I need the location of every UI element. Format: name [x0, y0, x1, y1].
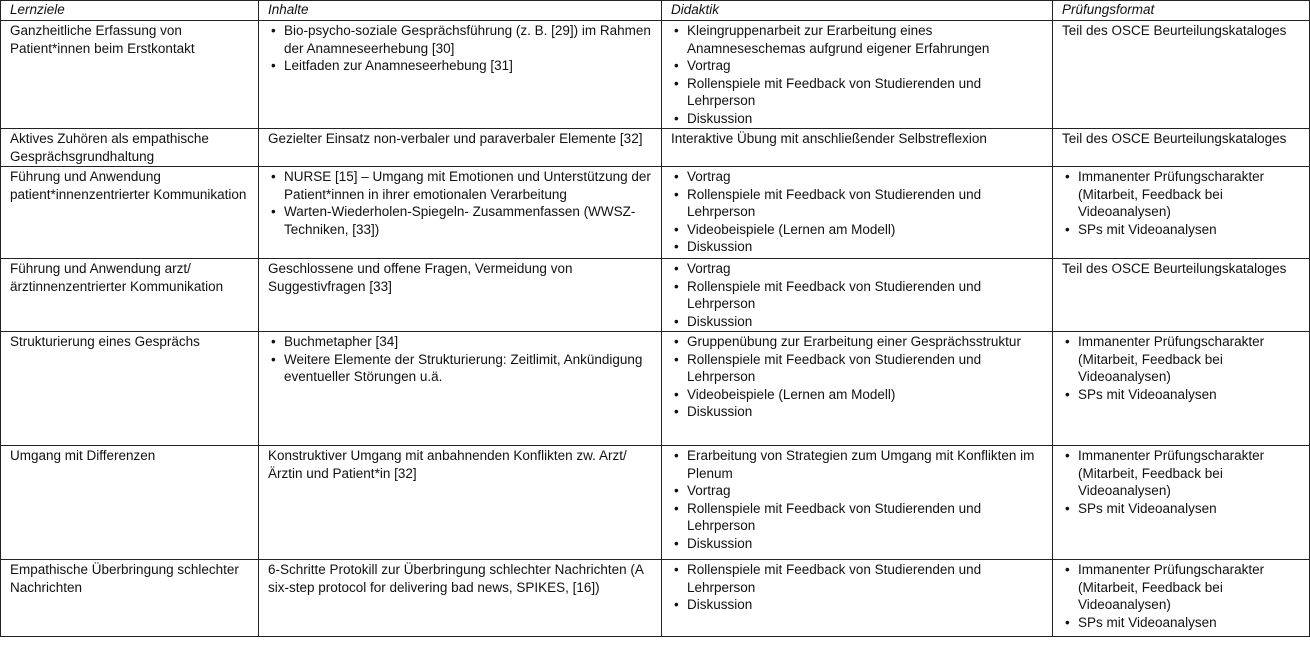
list-item: • Diskussion	[687, 110, 1046, 128]
inhalte-cell	[259, 129, 662, 167]
lernziel-cell-text: Führung und Anwendung arzt/ärztinnenzentrierter Kommunikation	[10, 261, 224, 294]
inhalte-cell	[259, 446, 662, 560]
table-row	[1, 21, 1310, 129]
list-item: • Vortrag	[687, 260, 1046, 278]
list-item: • Diskussion	[687, 403, 1046, 421]
list-item: • Rollenspiele mit Feedback von Studierenden und Lehrperson	[687, 351, 1046, 386]
table-row	[1, 167, 1310, 259]
bullet-list	[1062, 447, 1303, 517]
pruefungsformat-cell	[1053, 332, 1310, 446]
list-item: • Warten-Wiederholen-Spiegeln- Zusammenfassen (WWSZ-Techniken, [33])	[284, 203, 655, 238]
inhalte-cell	[259, 259, 662, 332]
table-row	[1, 259, 1310, 332]
lernziel-cell-text: Führung und Anwendung patient*innenzentrierter Kommunikation	[10, 169, 247, 202]
lernziel-cell-text: Umgang mit Differenzen	[10, 448, 156, 463]
header-pruefungsformat: Prüfungsformat	[1053, 1, 1310, 21]
bullet-list	[1062, 168, 1303, 238]
pruefungsformat-cell-text: Teil des OSCE Beurteilungskataloges	[1062, 131, 1287, 146]
bullet-list	[671, 561, 1046, 614]
list-item: • Buchmetapher [34]	[284, 333, 655, 351]
pruefungsformat-cell	[1053, 167, 1310, 259]
table-row	[1, 446, 1310, 560]
bullet-list	[1062, 333, 1303, 403]
list-item: • Videobeispiele (Lernen am Modell)	[687, 221, 1046, 239]
didaktik-cell	[662, 129, 1053, 167]
lernziel-cell-text: Empathische Überbringung schlechter Nachrichten	[10, 562, 239, 595]
lernziel-cell	[1, 167, 259, 259]
inhalte-cell-text: Gezielter Einsatz non-verbaler und paraverbaler Elemente [32]	[268, 131, 643, 146]
list-item: • SPs mit Videoanalysen	[1078, 386, 1303, 404]
bullet-list	[671, 333, 1046, 421]
lernziel-cell	[1, 129, 259, 167]
header-lernziele: Lernziele	[1, 1, 259, 21]
bullet-list	[671, 168, 1046, 256]
list-item: • SPs mit Videoanalysen	[1078, 221, 1303, 239]
lernziel-cell-text: Aktives Zuhören als empathische Gesprächsgrundhaltung	[10, 131, 209, 164]
inhalte-cell-text: 6-Schritte Protokill zur Überbringung schlechter Nachrichten (A six-step protocol for delivering bad news, SPIKES, [16])	[268, 562, 644, 595]
list-item: • Diskussion	[687, 313, 1046, 331]
header-row	[1, 1, 1310, 21]
bullet-list	[671, 447, 1046, 552]
bullet-list	[671, 260, 1046, 330]
list-item: • NURSE [15] – Umgang mit Emotionen und Unterstützung der Patient*innen in ihrer emotionalen Verarbeitung	[284, 168, 655, 203]
list-item: • Immanenter Prüfungscharakter (Mitarbeit, Feedback bei Videoanalysen)	[1078, 333, 1303, 386]
list-item: • Immanenter Prüfungscharakter (Mitarbeit, Feedback bei Videoanalysen)	[1078, 561, 1303, 614]
lernziel-cell	[1, 332, 259, 446]
list-item: • Videobeispiele (Lernen am Modell)	[687, 386, 1046, 404]
list-item: • Vortrag	[687, 482, 1046, 500]
lernziel-cell-text: Ganzheitliche Erfassung von Patient*innen beim Erstkontakt	[10, 23, 195, 56]
list-item: • Rollenspiele mit Feedback von Studierenden und Lehrperson	[687, 500, 1046, 535]
table-row	[1, 129, 1310, 167]
lernziel-cell	[1, 446, 259, 560]
pruefungsformat-cell	[1053, 259, 1310, 332]
lernziel-cell	[1, 560, 259, 637]
list-item: • Weitere Elemente der Strukturierung: Zeitlimit, Ankündigung eventueller Störungen u.ä.	[284, 351, 655, 386]
inhalte-cell	[259, 167, 662, 259]
list-item: • Vortrag	[687, 57, 1046, 75]
pruefungsformat-cell	[1053, 560, 1310, 637]
list-item: • Gruppenübung zur Erarbeitung einer Gesprächsstruktur	[687, 333, 1046, 351]
header-inhalte: Inhalte	[259, 1, 662, 21]
pruefungsformat-cell	[1053, 21, 1310, 129]
bullet-list	[1062, 561, 1303, 631]
didaktik-cell-text: Interaktive Übung mit anschließender Selbstreflexion	[671, 131, 987, 146]
didaktik-cell	[662, 332, 1053, 446]
didaktik-cell	[662, 259, 1053, 332]
list-item: • Diskussion	[687, 535, 1046, 553]
list-item: • Vortrag	[687, 168, 1046, 186]
list-item: • Rollenspiele mit Feedback von Studierenden und Lehrperson	[687, 75, 1046, 110]
list-item: • Diskussion	[687, 596, 1046, 614]
list-item: • Immanenter Prüfungscharakter (Mitarbeit, Feedback bei Videoanalysen)	[1078, 168, 1303, 221]
inhalte-cell-text: Geschlossene und offene Fragen, Vermeidung von Suggestivfragen [33]	[268, 261, 573, 294]
lernziel-cell-text: Strukturierung eines Gesprächs	[10, 334, 200, 349]
lernziel-cell	[1, 259, 259, 332]
list-item: • Bio-psycho-soziale Gesprächsführung (z. B. [29]) im Rahmen der Anamneseerhebung [30]	[284, 22, 655, 57]
inhalte-cell	[259, 21, 662, 129]
lernziel-cell	[1, 21, 259, 129]
list-item: • Rollenspiele mit Feedback von Studierenden und Lehrperson	[687, 186, 1046, 221]
table-row	[1, 560, 1310, 637]
didaktik-cell	[662, 560, 1053, 637]
pruefungsformat-cell-text: Teil des OSCE Beurteilungskataloges	[1062, 261, 1287, 276]
list-item: • Kleingruppenarbeit zur Erarbeitung eines Anamneseschemas aufgrund eigener Erfahrungen	[687, 22, 1046, 57]
list-item: • Immanenter Prüfungscharakter (Mitarbeit, Feedback bei Videoanalysen)	[1078, 447, 1303, 500]
table-row	[1, 332, 1310, 446]
list-item: • Rollenspiele mit Feedback von Studierenden und Lehrperson	[687, 561, 1046, 596]
didaktik-cell	[662, 167, 1053, 259]
list-item: • SPs mit Videoanalysen	[1078, 500, 1303, 518]
bullet-list	[268, 333, 655, 386]
bullet-list	[268, 22, 655, 75]
inhalte-cell-text: Konstruktiver Umgang mit anbahnenden Konflikten zw. Arzt/Ärztin und Patient*in [32]	[268, 448, 627, 481]
pruefungsformat-cell-text: Teil des OSCE Beurteilungskataloges	[1062, 23, 1287, 38]
bullet-list	[268, 168, 655, 238]
inhalte-cell	[259, 560, 662, 637]
header-didaktik: Didaktik	[662, 1, 1053, 21]
list-item: • SPs mit Videoanalysen	[1078, 614, 1303, 632]
list-item: • Erarbeitung von Strategien zum Umgang mit Konflikten im Plenum	[687, 447, 1046, 482]
pruefungsformat-cell	[1053, 446, 1310, 560]
didaktik-cell	[662, 446, 1053, 560]
list-item: • Rollenspiele mit Feedback von Studierenden und Lehrperson	[687, 278, 1046, 313]
inhalte-cell	[259, 332, 662, 446]
pruefungsformat-cell	[1053, 129, 1310, 167]
list-item: • Diskussion	[687, 238, 1046, 256]
bullet-list	[671, 22, 1046, 127]
list-item: • Leitfaden zur Anamneseerhebung [31]	[284, 57, 655, 75]
didaktik-cell	[662, 21, 1053, 129]
